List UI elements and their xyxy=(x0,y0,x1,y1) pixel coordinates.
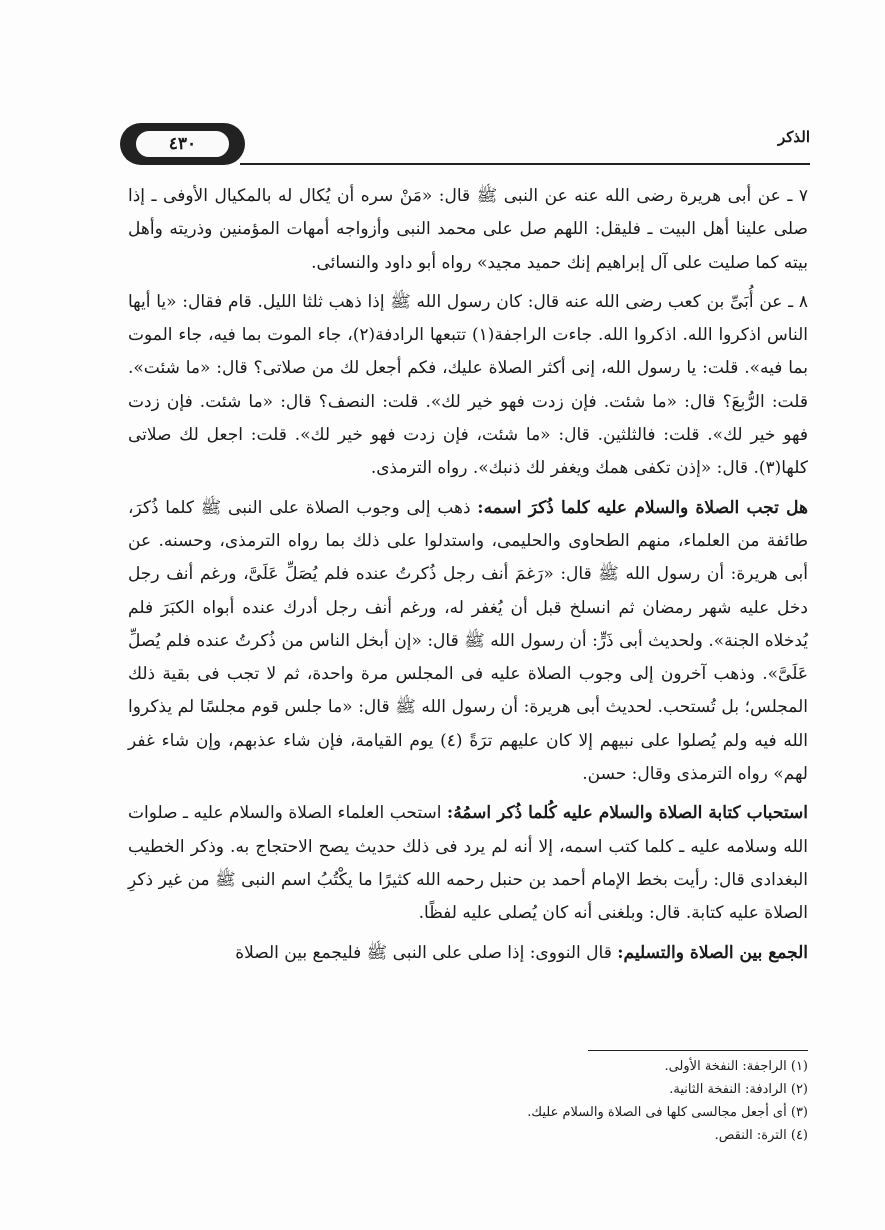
main-text xyxy=(128,180,808,974)
paragraph-obligation xyxy=(128,492,808,792)
page-header xyxy=(120,118,810,178)
page-number-badge xyxy=(120,123,245,165)
footnote-3: (٣) أى أجعل مجالسى كلها فى الصلاة والسلام عليك. xyxy=(527,1105,808,1120)
footnote-2: (٢) الرادفة: النفخة الثانية. xyxy=(669,1082,808,1097)
header-rule xyxy=(240,163,810,165)
footnotes xyxy=(128,1055,808,1147)
paragraph-hadith-7 xyxy=(128,180,808,280)
footnote-4: (٤) الترة: النقص. xyxy=(714,1128,808,1143)
section-heading: هل تجب الصلاة والسلام عليه كلما ذُكرَ اسمه: xyxy=(477,497,808,518)
paragraph-text: ٨ ـ عن أُبَىِّ بن كعب رضى الله عنه قال: كان رسول الله ﷺ إذا ذهب ثلثا الليل. قام فقال: «يا أيها الناس اذكروا الله. اذكروا الله. جاءت الراجفة(١) تتبعها الرادفة(٢)، جاء الموت بما فيه، جاء الموت بما فيه». قلت: يا رسول الله، إنى أكثر الصلاة عليك، فكم أجعل لك من صلاتى؟ قال: «ما شئت». قلت: الرُّبعَ؟ قال: «ما شئت. فإن زدت فهو خير لك». قلت: النصف؟ قال: «ما شئت. فإن زدت فهو خير لك». قلت: فالثلثين. قال: «ما شئت، فإن زدت فهو خير لك». قلت: اجعل لك صلاتى كلها(٣). قال: «إذن تكفى همك ويغفر لك ذنبك». رواه الترمذى. xyxy=(128,291,808,479)
footnote-separator xyxy=(588,1050,808,1051)
section-heading: الجمع بين الصلاة والتسليم: xyxy=(617,942,808,963)
page-number: ٤٣٠ xyxy=(168,134,197,154)
paragraph-text: استحب العلماء الصلاة والسلام عليه ـ صلوات الله وسلامه عليه ـ كلما كتب اسمه، إلا أنه لم يرد فى ذلك حديث يصح الاحتجاج به. وذكر الخطيب البغدادى قال: رأيت بخط الإمام أحمد بن حنبل رحمه الله كثيرًا ما يكْتُبُ اسم النبى ﷺ من غير ذكرِ الصلاة عليه كتابة. قال: وبلغنى أنه كان يُصلى عليه لفظًا. xyxy=(128,803,808,924)
running-title: الذكر xyxy=(777,128,810,146)
paragraph-combining xyxy=(128,937,808,970)
paragraph-text: ٧ ـ عن أبى هريرة رضى الله عنه عن النبى ﷺ قال: «مَنْ سره أن يُكال له بالمكيال الأوفى ـ إذا صلى علينا أهل البيت ـ فليقل: اللهم صل على محمد النبى وأزواجه أمهات المؤمنين وذريته وأهل بيته كما صليت على آل إبراهيم إنك حميد مجيد» رواه أبو داود والنسائى. xyxy=(128,186,808,273)
paragraph-hadith-8 xyxy=(128,286,808,486)
section-heading: استحباب كتابة الصلاة والسلام عليه كُلما ذُكر اسمُهُ: xyxy=(446,803,808,824)
paragraph-writing xyxy=(128,797,808,930)
paragraph-text: ذهب إلى وجوب الصلاة على النبى ﷺ كلما ذُكرَ، طائفة من العلماء، منهم الطحاوى والحليمى، واستدلوا على ذلك بما رواه الترمذى، وحسنه. عن أبى هريرة: أن رسول الله ﷺ قال: «رَغمَ أنف رجل ذُكرتُ عنده فلم يُصَلِّ عَلَىَّ، ورغم أنف رجل دخل عليه شهر رمضان ثم انسلخ قبل أن يُغفر له، ورغم أنف رجل أدرك عنده أبواه الكبَرَ فلم يُدخلاه الجنة». ولحديث أبى ذَرٍّ: أن رسول الله ﷺ قال: «إن أبخل الناس من ذُكرتُ عنده فلم يُصلِّ عَلَىَّ». وذهب آخرون إلى وجوب الصلاة عليه فى المجلس مرة واحدة، ثم لا تجب فى بقية ذلك المجلس؛ بل تُستحب. لحديث أبى هريرة: أن رسول الله ﷺ قال: «ما جلس قوم مجلسًا لم يذكروا الله فيه ولم يُصلوا على نبيهم إلا كان عليهم ترَةً (٤) يوم القيامة، فإن شاء عذبهم، وإن شاء غفر لهم» رواه الترمذى وقال: حسن. xyxy=(128,497,808,785)
paragraph-text: قال النووى: إذا صلى على النبى ﷺ فليجمع بين الصلاة xyxy=(235,942,618,963)
footnote-1: (١) الراجفة: النفخة الأولى. xyxy=(664,1059,808,1074)
